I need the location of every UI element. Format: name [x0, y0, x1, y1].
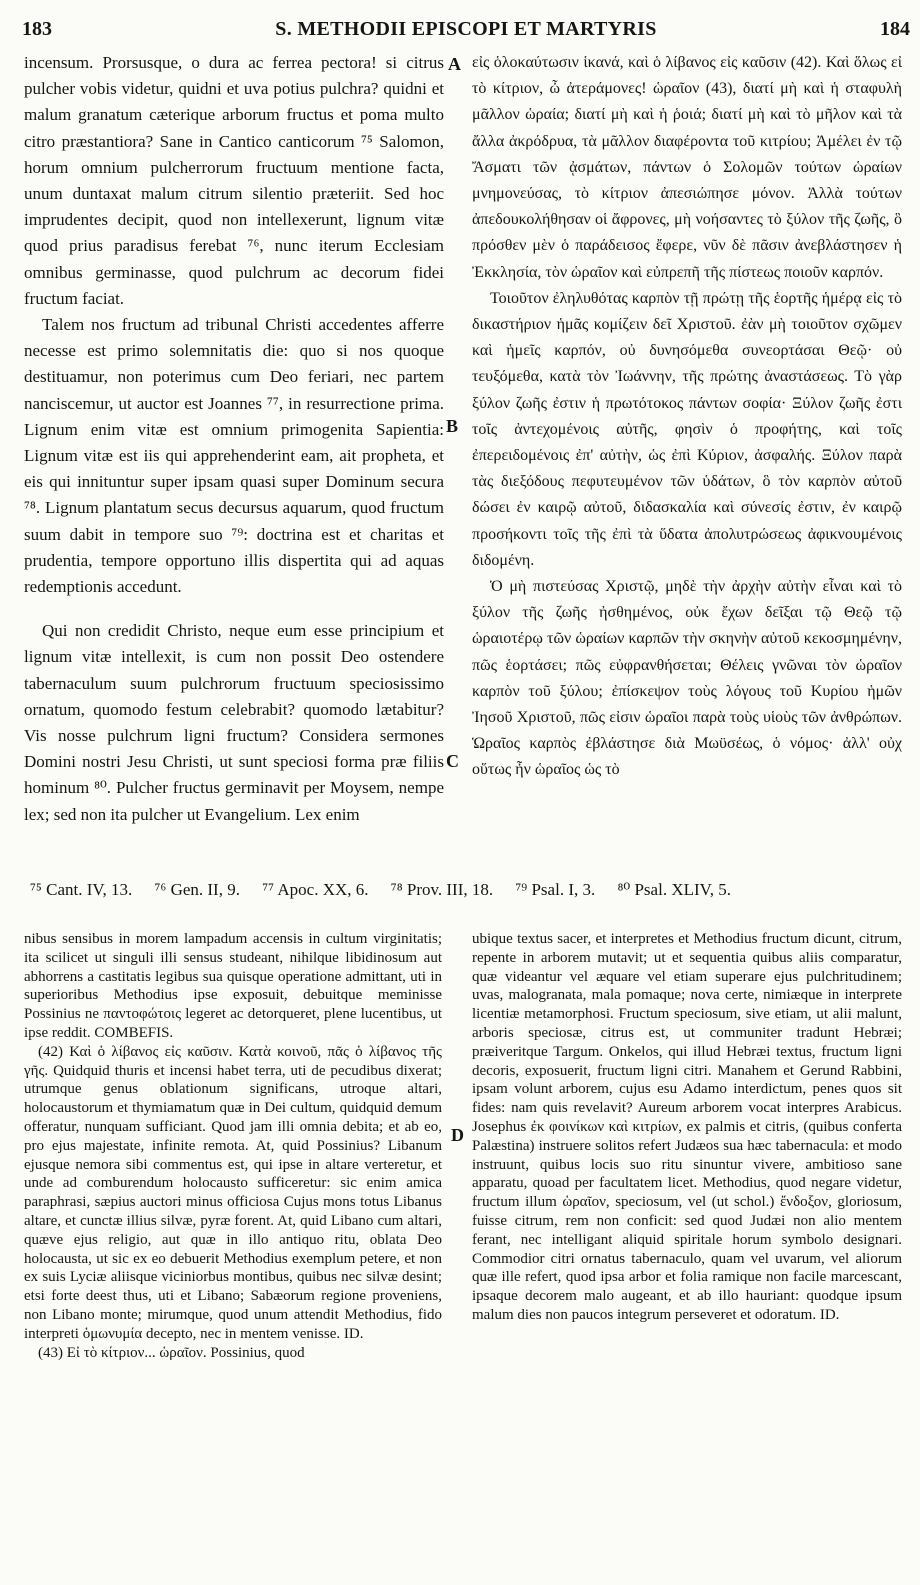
- greek-paragraph: Ὁ μὴ πιστεύσας Χριστῷ, μηδὲ τὴν ἀρχὴν αὐτὴν εἶναι καὶ τὸ ξύλον τῆς ζωῆς ἠσθημένος, οὐκ ἔχων δεῖξαι τῷ Θεῷ τῷ ὡραιοτέρῳ τῶν ὡραίων καρπῶν τὴν σκηνὴν αὐτοῦ κεκοσμημένην, πῶς ἑορτάσει; πῶς εὐφρανθήσεται; Θέλεις γνῶναι τὸν ὡραῖον καρπὸν τοῦ ξύλου; ἐπίσκεψον τοὺς λόγους τοῦ Κυρίου ἡμῶν Ἰησοῦ Χριστοῦ, πῶς εἰσιν ὡραῖοι παρὰ τοὺς υἱοὺς τῶν ἀνθρώπων. Ὡραῖος καρπὸς ἐβλάστησε διὰ Μωϋσέως, ὁ νόμος· ἀλλ' οὐχ οὕτως ἦν ὡραῖος ὡς τὸ: [472, 578, 902, 779]
- latin-paragraph: Qui non credidit Christo, neque eum esse principium et lignum vitæ intellexit, is cum non possit Deo ostendere tabernaculum suum pulchrorum fructuum speciosissimo ornatum, quomodo festum celebrabit? quomodo lætabitur? Vis nosse pulchrum ligni fructum? Considera sermones Domini nostri Jesu Christi, ut sunt speciosi forma præ filiis hominum ⁸⁰. Pulcher fructus germinavit per Moysem, nempe lex; sed non ita pulcher ut Evangelium. Lex enim: [24, 621, 444, 824]
- latin-paragraph: incensum. Prorsusque, o dura ac ferrea pectora! si citrus pulcher vobis videtur, quidni et uva potius pulchra? quidni et malum granatum cæterique arborum fructus et poma multo citro præstantiora? Sane in Cantico canticorum ⁷⁵ Salomon, horum omnium pulcherrorum fructuum mentione facta, unum duntaxat malum citrum silentio præteriit. Sed hoc imprudentes decipit, quod non intellexerunt, lignum vitæ quod prius paradisus ferebat ⁷⁶, nunc iterum Ecclesiam omnibus germinasse, quod pulchrum ac decorum fidei fructum faciat.: [24, 53, 444, 308]
- footnote: ⁷⁸ Prov. III, 18.: [390, 880, 494, 899]
- margin-marker-b: B: [446, 416, 459, 436]
- note-paragraph: (43) Εἰ τὸ κίτριον... ὡραῖον. Possinius, quod: [38, 1344, 305, 1361]
- greek-paragraph: εἰς ὁλοκαύτωσιν ἱκανά, καὶ ὁ λίβανος εἰς καῦσιν (42). Καὶ ὅλως εἰ τὸ κίτριον, ὦ ἀτεράμονες! ὡραῖον (43), διατί μὴ καὶ ἡ σταφυλὴ μᾶλλον ὡραία; διατί μὴ καὶ ἡ ῥοιά; διατί μὴ καὶ τὸ μῆλον καὶ τὰ ἄλλα ἀκρόδρυα, τὰ μᾶλλον διαφέροντα τοῦ κιτρίου; Ἀμέλει ἐν τῷ Ἄσματι τῶν ᾀσμάτων, πάντων ὁ Σολομῶν τούτων ὡραίων μνημονεύσας, τὸ κίτριον ἀπεσιώπησε μόνον. Ἀλλὰ τούτων ἀπεδουκολήθησαν οἱ ἄφρονες, μὴ νοήσαντες τὸ ξύλον τῆς ζωῆς, ὃ πρόσθεν μὲν ὁ παράδεισος ἔφερε, νῦν δὲ πᾶσιν ἀνεβλάστησεν ἡ Ἐκκλησία, τὸν ὡραῖον καὶ εὐπρεπῆ τῆς πίστεως ποιοῦν καρπόν.: [472, 54, 902, 281]
- greek-paragraph: Τοιοῦτον ἐληλυθότας καρπὸν τῇ πρώτῃ τῆς ἑορτῆς ἡμέρᾳ εἰς τὸ δικαστήριον ἡμᾶς κομίζειν δεῖ Χριστοῦ. ἐὰν μὴ τοιοῦτον σχῶμεν καὶ ἡμεῖς καρπόν, οὐ δυνησόμεθα συνεορτάσαι Θεῷ· οὐ τευξόμεθα, κατὰ τὸν Ἰωάννην, τῆς πρώτης ἀναστάσεως. Τὸ γὰρ ξύλον ζωῆς ἐστιν ἡ πρωτότοκος πάντων σοφία· Ξύλον ζωῆς ἐστι τοῖς ἀντεχομένοις αὐτῆς, φησὶν ὁ προφήτης, καὶ τοῖς ἐπερειδομένοις ἐπ' αὐτὴν, ὡς ἐπὶ Κύριον, ἀσφαλής. Ξύλον παρὰ τὰς διεξόδους πεφυτευμένον τῶν ὑδάτων, ὃ τὸν καρπὸν αὐτοῦ δώσει ἐν καιρῷ αὐτοῦ, διδασκαλία καὶ σύνεσίς ἐστιν, ἐν καιρῷ προσήκοντι τοῖς τῆς ἐπὶ τὰ ὕδατα ἀπολυτρώσεως ἀφικνουμένοις διδομένη.: [472, 289, 902, 569]
- page-header: [22, 6, 910, 50]
- footnote: ⁸⁰ Psal. XLIV, 5.: [617, 880, 731, 899]
- note-paragraph: ubique textus sacer, et interpretes et Methodius fructum dicunt, citrum, repente in arborem mutavit; ut et sequentia quibus aliis comparatur, quæ videantur vel æquare vel etiam superare ejus pulchritudinem; uvas, malogranata, mala pomaque; nova certe, nimiæque in interprete licentiæ metamorphosi. Fructum speciosum, sive etiam, ut alii malunt, arboris speciosæ, citrus est, ut communiter tradunt Hebræi; præiveritque Targum. Onkelos, qui illud Hebræi textus, fructum ligni decoris, exposuerit, fructum ligni citri. Manahem et Gerund Rabbini, ipsam volunt arborem, cujus esu Adamo interdictum, penes quos sit fides: nam quis revelavit? Aureum arborem vocat interpres Arabicus. Josephus ἐκ φοινίκων καὶ κιτρίων, ex palmis et citris, (quibus conferta Palæstina) instruere solitos refert Judæos sua hæc tabernacula: et modo instruunt, quibus locis suo ritu sinuntur vivere, ambitioso sane apparatu, quoad per facultatem licet. Methodius, quod negare videtur, fructum illum ὡραῖον, speciosum, vel (ut schol.) ἔνδοξον, gloriosum, fuisse citrum, rem non conficit: sed quod Judæi non alio mentem ferant, nec intelligant aliquid spiritale horum symbolo designari. Commodior citri ornatus tabernaculo, quam vel uvarum, vel aliorum quæ ille refert, quod ipsa arbor et folia ramique non facile marcescant, ipsaque decorem malo augeant, et ab illo hauriant: quodque ipsum malum dies non paucos integrum perseveret et odoratum. ID.: [472, 931, 902, 1323]
- note-paragraph: nibus sensibus in morem lampadum accensis in cultum virginitatis; ita scilicet ut singuli illi sensus studeant, nihilque libidinosum aut abhorrens a castitatis legibus sua quisque operatione admittant, uti in superioribus Methodius ipse exposuit, debuitque meminisse Possinius ne παντοφώτοις legeret ac detorqueret, plene lucentibus, ut ipse reddit. COMBEFIS.: [24, 931, 442, 1041]
- greek-column: [472, 50, 902, 784]
- margin-marker-a: A: [448, 54, 461, 74]
- notes-column-right: [472, 930, 902, 1325]
- page-number-left: 183: [22, 18, 52, 40]
- footnote: ⁷⁵ Cant. IV, 13.: [30, 880, 133, 899]
- notes-column-left: [24, 930, 442, 1362]
- running-title: S. METHODII EPISCOPI ET MARTYRIS: [275, 18, 657, 40]
- margin-marker-d: D: [451, 1125, 464, 1145]
- footnote-references: [30, 880, 900, 900]
- note-paragraph: (42) Καὶ ὁ λίβανος εἰς καῦσιν. Κατὰ κοινοῦ, πᾶς ὁ λίβανος τῆς γῆς. Quidquid thuris et incensi habet terra, uti de pecudibus dixerat; utrumque genus oblationum significans, utroque altari, holocaustorum et thymiamatum quæ in Dei cultum, quidquid demum offeratur, nunquam sufficiant. Quod jam illi omnia debita; et ab eo, pro ejus majestate, infinite remota. At, quid Possinius? Libanum ejusque nemora sibi commentus est, qui ipse in altare verteretur, et unde ad comburendum holocausto sufficeretur: sic enim amica paraphrasi, sæpius auctori minus officiosa Cujus mons totus Libanus altare, et cunctæ illius silvæ, pyræ forent. At, quid Libano cum altari, quæve ejus religio, aut quæ in illo antiquo ritu, oblata Deo holocausta, ut sic ex eo debuerit Methodius exemplum petere, et non ex suis Lyciæ aliisque viciniorbus montibus, quibus nec silvæ desint; etsi forte deest thus, uti et Libano; Sabæorum regione proveniens, non Libano monte; mirumque, quod unum attendit Methodius, fido interpreti ὁμωνυμία decepto, nec in mentem venisse. ID.: [24, 1043, 442, 1342]
- footnote: ⁷⁹ Psal. I, 3.: [515, 880, 596, 899]
- footnote: ⁷⁶ Gen. II, 9.: [154, 880, 240, 899]
- margin-marker-c: C: [446, 751, 459, 771]
- page-number-right: 184: [880, 18, 910, 40]
- latin-column: [24, 50, 444, 828]
- footnote: ⁷⁷ Apoc. XX, 6.: [262, 880, 369, 899]
- latin-paragraph: Talem nos fructum ad tribunal Christi accedentes afferre necesse est primo solemnitatis die: quo si nos quoque destituamur, non poterimus cum Deo feriari, nec partem nanciscemur, ut auctor est Joannes ⁷⁷, in resurrectione prima. Lignum enim vitæ est omnium primogenita Sapientia: Lignum vitæ est iis qui apprehenderint eam, ait propheta, et eis qui innituntur super ipsam quasi super Dominum secura ⁷⁸. Lignum plantatum secus decursus aquarum, quod fructum suum dabit in tempore suo ⁷⁹: doctrina est et charitas et prudentia, tempore opportuno illis dispertita qui ad aquas redemptionis accedunt.: [24, 315, 444, 597]
